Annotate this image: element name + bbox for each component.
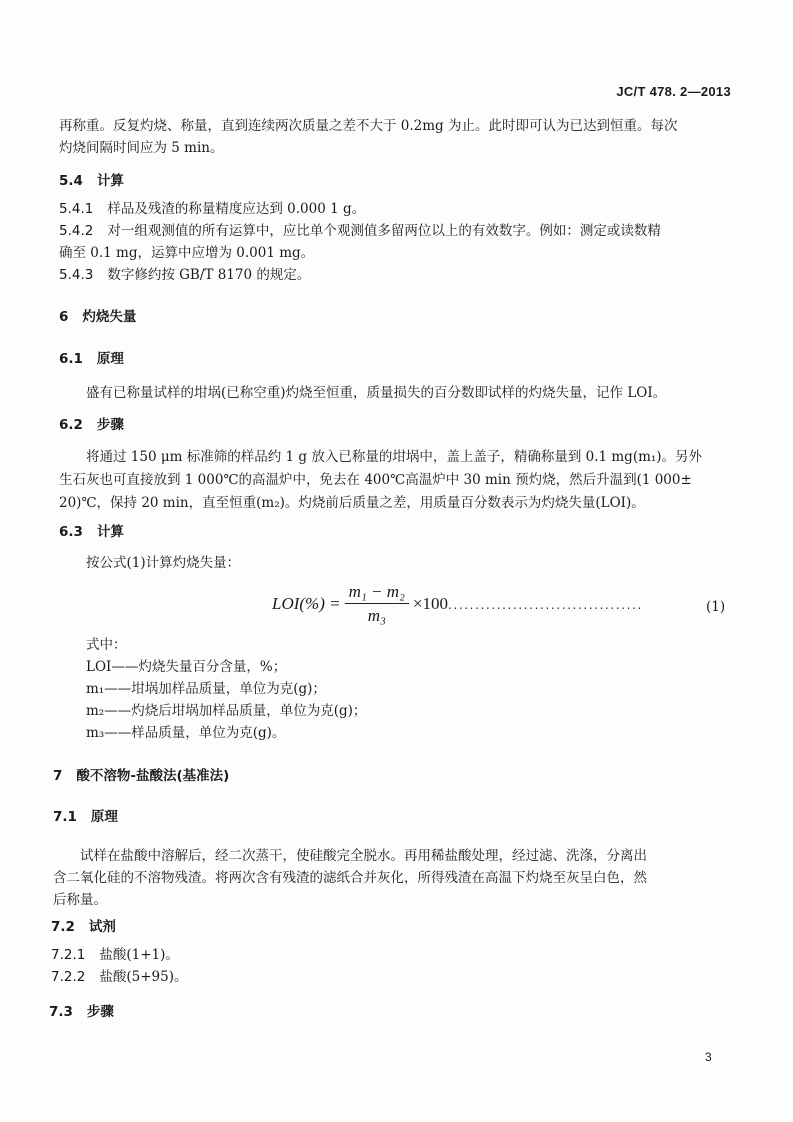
formula-equation-number: (1) (706, 599, 726, 615)
section-7-2-heading (51, 915, 116, 935)
section-number: 6 (59, 309, 69, 325)
section-title: 原理 (90, 809, 118, 825)
section-number: 7 (53, 768, 63, 784)
clause-7-2-2 (51, 966, 187, 988)
section-number: 7.2 (51, 919, 75, 935)
procedure-6-2-line-1: 将通过 150 μm 标准筛的样品约 1 g 放入已称量的坩埚中，盖上盖子，精确称量到 0.1 mg(m₁)。另外 (86, 449, 703, 465)
section-title: 原理 (96, 351, 124, 367)
section-number: 6.2 (59, 417, 83, 433)
section-6-2-heading (59, 413, 124, 433)
clause-number: 5.4.2 (59, 223, 94, 239)
definition-m2: m₂——灼烧后坩埚加样品质量，单位为克(g)； (86, 703, 367, 719)
section-number: 7.1 (53, 809, 77, 825)
section-number: 6.1 (59, 351, 83, 367)
formula-leader-dots: .................................... (448, 598, 643, 612)
procedure-6-2-line-3: 20)℃，保持 20 min，直至恒重(m₂)。灼烧前后质量之差，用质量百分数表示为灼烧失量(LOI)。 (59, 495, 645, 511)
clause-5-4-3 (59, 264, 310, 286)
section-title: 步骤 (86, 1004, 114, 1020)
clause-text: 盐酸(5+95)。 (99, 969, 188, 985)
intro-line-1: 再称重。反复灼烧、称量，直到连续两次质量之差不大于 0.2mg 为止。此时即可认为已达到恒重。每次 (59, 118, 678, 134)
clause-text: 对一组观测值的所有运算中，应比单个观测值多留两位以上的有效数字。例如：测定或读数精 (107, 223, 661, 239)
principle-7-1-line-2: 含二氧化硅的不溶物残渣。将两次含有残渣的滤纸合并灰化，所得残渣在高温下灼烧至灰呈白色，然 (53, 870, 647, 886)
clause-5-4-2 (59, 220, 661, 242)
formula-fraction (345, 582, 409, 626)
section-7-1-heading (53, 805, 118, 825)
formula-lhs: LOI(%) = (272, 594, 341, 613)
standard-code: JC/T 478. 2—2013 (616, 84, 731, 99)
clause-number: 7.2.2 (51, 969, 86, 985)
section-title: 步骤 (96, 417, 124, 433)
clause-text: 数字修约按 GB/T 8170 的规定。 (107, 267, 311, 283)
clause-5-4-2-cont: 确至 0.1 mg，运算中应增为 0.001 mg。 (59, 245, 315, 261)
section-6-heading (59, 305, 136, 325)
section-title: 酸不溶物-盐酸法(基准法) (76, 768, 230, 784)
clause-5-4-1 (59, 198, 365, 220)
intro-line-2: 灼烧间隔时间应为 5 min。 (59, 140, 224, 156)
section-number: 7.3 (49, 1004, 73, 1020)
section-title: 试剂 (88, 919, 116, 935)
clause-7-2-1 (51, 944, 179, 966)
clause-number: 7.2.1 (51, 947, 86, 963)
clause-number: 5.4.3 (59, 267, 94, 283)
procedure-6-2-line-2: 生石灰也可直接放到 1 000℃的高温炉中，免去在 400℃高温炉中 30 min 预灼烧，然后升温到(1 000± (59, 472, 692, 488)
principle-7-1-line-1: 试样在盐酸中溶解后，经二次蒸干，使硅酸完全脱水。再用稀盐酸处理，经过滤、洗涤，分离出 (80, 848, 647, 864)
loi-formula (272, 582, 448, 626)
page-number: 3 (705, 1050, 712, 1064)
clause-text: 盐酸(1+1)。 (99, 947, 179, 963)
section-6-1-heading (59, 347, 124, 367)
section-title: 灼烧失量 (82, 309, 137, 325)
definition-m3: m₃——样品质量，单位为克(g)。 (86, 725, 286, 741)
definition-loi: LOI——灼烧失量百分含量，%； (86, 659, 287, 675)
definition-m1: m₁——坩埚加样品质量，单位为克(g)； (86, 681, 326, 697)
where-label: 式中： (86, 637, 127, 653)
calculation-intro: 按公式(1)计算灼烧失量： (86, 555, 241, 571)
formula-denominator: m₃ (367, 606, 386, 625)
section-6-3-heading (59, 520, 124, 540)
section-number: 5.4 (59, 173, 83, 189)
section-number: 6.3 (59, 524, 83, 540)
section-title: 计算 (96, 524, 124, 540)
section-5-4-heading (59, 169, 124, 189)
section-7-3-heading (49, 1000, 114, 1020)
principle-7-1-line-3: 后称量。 (53, 892, 107, 908)
principle-6-1-text: 盛有已称量试样的坩埚(已称空重)灼烧至恒重，质量损失的百分数即试样的灼烧失量，记作 LOI。 (86, 385, 667, 401)
section-7-heading (53, 764, 229, 784)
clause-number: 5.4.1 (59, 201, 94, 217)
formula-multiplier: ×100 (412, 594, 449, 613)
formula-numerator: m₁ − m₂ (345, 582, 409, 604)
section-title: 计算 (96, 173, 124, 189)
clause-text: 样品及残渣的称量精度应达到 0.000 1 g。 (107, 201, 366, 217)
